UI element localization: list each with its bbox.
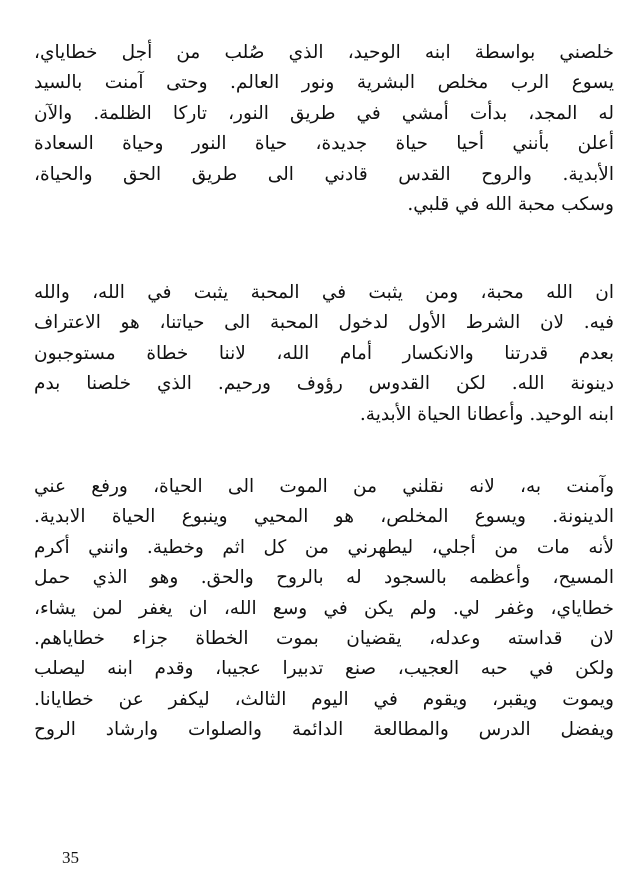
text-line: يسوع الرب مخلص البشرية ونور العالم. وحتى آمنت بالسيد — [34, 72, 614, 94]
paragraph-2 — [34, 278, 614, 430]
text-line: وسكب محبة الله في قلبي. — [407, 193, 614, 215]
paragraph-1 — [34, 38, 614, 220]
text-line: الدينونة. ويسوع المخلص، هو المحيي وينبوع الحياة الابدية. — [34, 506, 614, 528]
page-number: 35 — [62, 848, 79, 867]
text-line: خلصني بواسطة ابنه الوحيد، الذي صُلب من أجل خطاياي، — [34, 42, 614, 63]
text-line: ويفضل الدرس والمطالعة الدائمة والصلوات وارشاد الروح — [34, 719, 614, 741]
text-line: ويموت ويقبر، ويقوم في اليوم الثالث، ليكفر عن خطايانا. — [34, 688, 614, 710]
text-line: دينونة الله. لكن القدوس رؤوف ورحيم. الذي خلصنا بدم — [34, 373, 614, 395]
text-line: لأنه مات من أجلي، ليطهرني من كل اثم وخطية. وانني أكرم — [34, 536, 614, 558]
text-line: ولكن في حبه العجيب، صنع تدبيرا عجيبا، وقدم ابنه ليصلب — [34, 658, 614, 680]
text-line: فيه. لان الشرط الأول لدخول المحبة الى حياتنا، هو الاعتراف — [34, 312, 614, 334]
text-line: ان الله محبة، ومن يثبت في المحبة يثبت في الله، والله — [34, 282, 614, 303]
text-line: خطاياي، وغفر لي. ولم يكن في وسع الله، ان يغفر لمن يشاء، — [34, 597, 614, 619]
text-line: الأبدية. والروح القدس قادني الى طريق الحق والحياة، — [34, 163, 614, 185]
text-line: بعدم قدرتنا والانكسار أمام الله، لاننا خطاة مستوجبون — [34, 342, 614, 364]
text-line: المسيح، وأعظمه بالسجود له بالروح والحق. وهو الذي حمل — [34, 567, 614, 589]
text-line: وآمنت به، لانه نقلني من الموت الى الحياة، ورفع عني — [34, 476, 614, 497]
text-line: له المجد، بدأت أمشي في طريق النور، تاركا الظلمة. والآن — [34, 102, 614, 124]
text-line: لان قداسته وعدله، يقضيان بموت الخطاة جزاء خطاياهم. — [34, 627, 614, 649]
text-line: أعلن بأنني أحيا حياة جديدة، حياة النور وحياة السعادة — [34, 133, 614, 155]
text-line: ابنه الوحيد. وأعطانا الحياة الأبدية. — [359, 403, 614, 425]
paragraph-3 — [34, 472, 614, 746]
